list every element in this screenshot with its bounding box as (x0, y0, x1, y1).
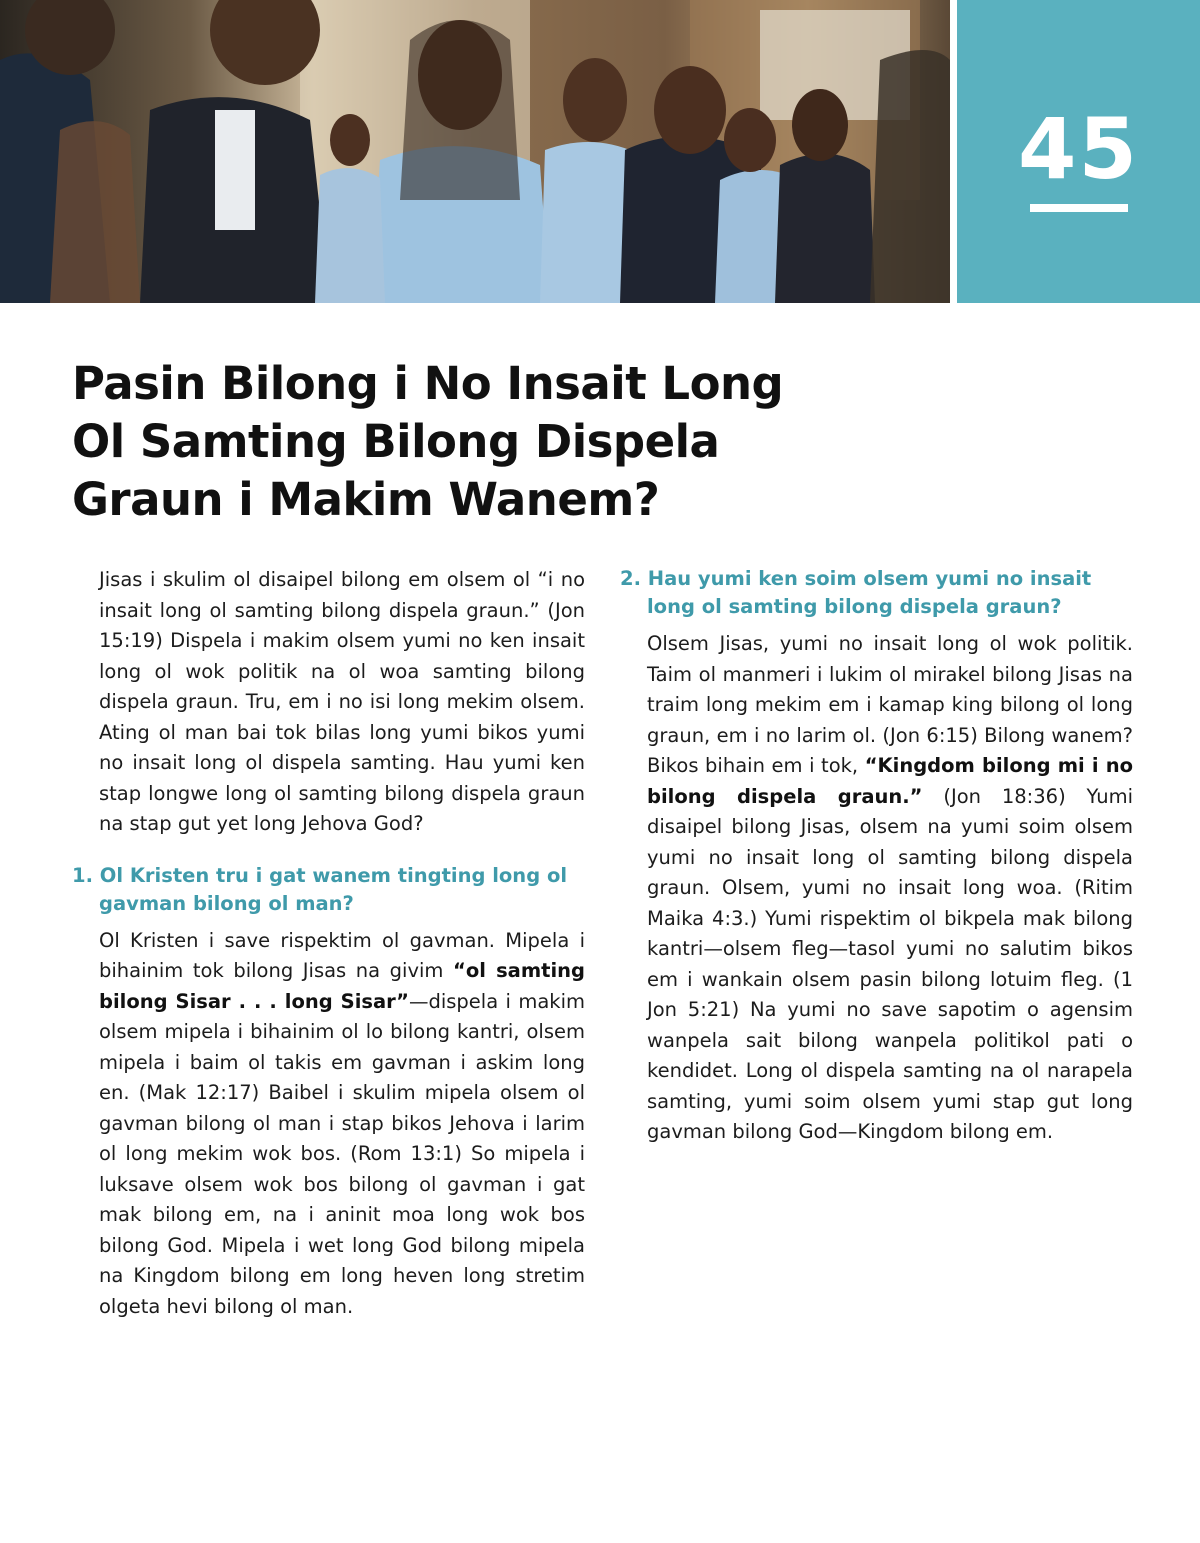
hero-photo (0, 0, 950, 303)
answer-paragraph-1 (99, 926, 585, 1323)
badge-underline (1030, 204, 1128, 212)
answer-paragraph-2 (647, 629, 1133, 1148)
page-title: Pasin Bilong i No Insait Long Ol Samting Bilong Dispela Graun i Makim Wanem? (72, 357, 784, 526)
classroom-illustration (0, 0, 950, 303)
right-column (620, 565, 1133, 1148)
answer-1-text-before: Ol Kristen i save rispektim ol gavman. Mipela i bihainim tok bilong Jisas na givim (99, 928, 585, 982)
answer-2-text-after: (Jon 18:36) Yumi disaipel bilong Jisas, olsem na yumi soim olsem yumi no insait long ol samting bilong dispela graun. Olsem, yumi no insait long woa. (Ritim Maika 4:3.) Yumi rispektim ol bikpela mak bilong kantri—olsem fleg—tasol yumi no salutim bikos em i wankain olsem pasin bilong lotuim fleg. (1 Jon 5:21) Na yumi no save sapotim o agensim wanpela sait bilong wanpela politikol pati o kendidet. Long ol dispela samting na ol narapela samting, yumi soim olsem yumi stap gut long gavman bilong God—Kingdom bilong em. (647, 784, 1133, 1143)
answer-2-bold-quote: “Kingdom bilong mi i no bilong dispela graun.” (647, 754, 1134, 808)
question-heading-2: 2. Hau yumi ken soim olsem yumi no insait long ol samting bilong dispela graun? (620, 567, 1092, 618)
question-block-2 (620, 565, 1133, 1148)
lesson-number-badge (957, 0, 1200, 303)
answer-1-bold-quote: “ol samting bilong Sisar . . . long Sisar” (99, 959, 585, 1013)
left-column (72, 565, 585, 1322)
answer-1-text-after: —dispela i makim olsem mipela i bihainim ol lo bilong kantri, olsem mipela i baim ol takis em gavman i askim long en. (Mak 12:17) Baibel i skulim mipela olsem ol gavman bilong ol man i stap bikos Jehova i larim ol long mekim wok bos. (Rom 13:1) So mipela i luksave olsem wok bos bilong ol gavman i gat mak bilong em, na i aninit moa long wok bos bilong God. Mipela i wet long God bilong mipela na Kingdom bilong em long heven long stretim olgeta hevi bilong ol man. (99, 989, 586, 1318)
question-heading-1: 1. Ol Kristen tru i gat wanem tingting long ol gavman bilong ol man? (72, 863, 568, 915)
answer-2-text-before: Olsem Jisas, yumi no insait long ol wok politik. Taim ol manmeri i lukim ol mirakel bilong Jisas na traim long mekim em i kamap king bilong ol long graun, em i no larim ol. (Jon 6:15) Bilong wanem? Bikos bihain em i tok, (647, 632, 1133, 777)
question-block-1 (72, 862, 585, 1323)
intro-paragraph: Jisas i skulim ol disaipel bilong em olsem ol “i no insait long ol samting bilong dispela graun.” (Jon 15:19) Dispela i makim olsem yumi no ken insait long ol wok politik na ol woa samting bilong dispela graun. Tru, em i no isi long mekim olsem. Ating ol man bai tok bilas long yumi bikos yumi no insait long ol dispela samting. Hau yumi ken stap longwe long ol samting bilong dispela graun na stap gut yet long Jehova God? (99, 568, 585, 835)
lesson-number: 45 (1018, 100, 1139, 198)
